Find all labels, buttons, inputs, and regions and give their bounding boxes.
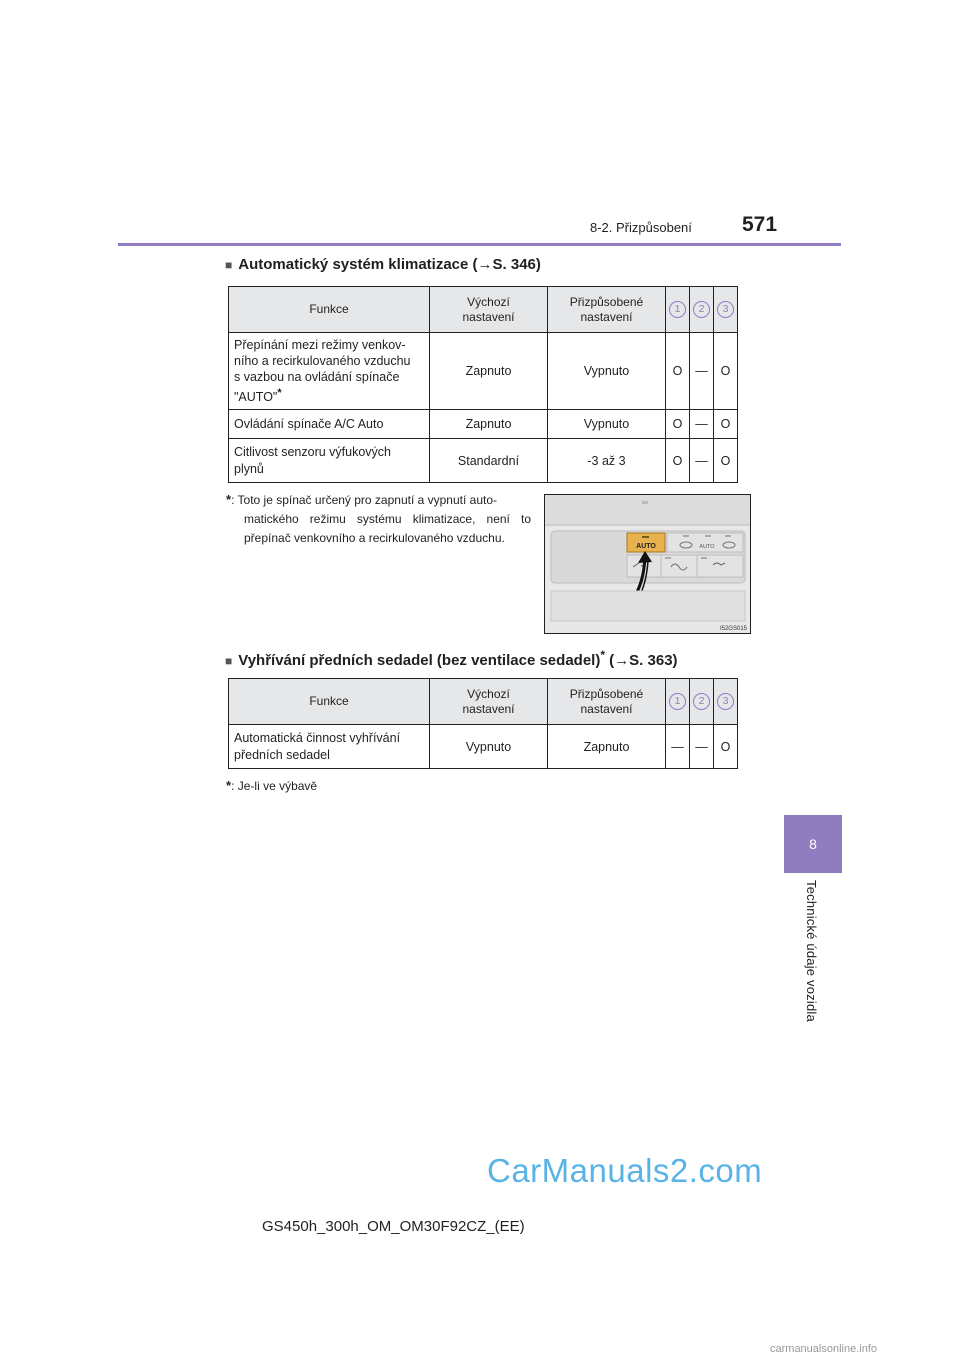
section2-asterisk: * (600, 648, 605, 662)
section1-page-ref[interactable]: S. 346) (492, 256, 541, 273)
col-method-1: 1 (666, 679, 690, 725)
col-method-1: 1 (666, 287, 690, 333)
footer-document-code: GS450h_300h_OM_OM30F92CZ_(EE) (262, 1218, 525, 1235)
col-custom: Přizpůsobené nastavení (548, 679, 666, 725)
section2-page-ref[interactable]: S. 363) (629, 652, 678, 669)
chapter-tab[interactable] (784, 815, 842, 873)
auto-button-label: AUTO (636, 543, 656, 550)
header-rule (118, 243, 841, 246)
row-method-1: O (666, 410, 690, 439)
section-header: 8-2. Přizpůsobení (590, 220, 692, 235)
arrow-icon: → (477, 256, 493, 273)
col-function: Funkce (229, 287, 430, 333)
row-method-2: — (690, 439, 714, 483)
row-method-3: O (714, 725, 738, 769)
section1-table (228, 286, 738, 483)
row-default: Standardní (430, 439, 548, 483)
row-custom: Zapnuto (548, 725, 666, 769)
row-method-2: — (690, 410, 714, 439)
row-custom: Vypnuto (548, 410, 666, 439)
table-row (229, 439, 738, 483)
col-method-2: 2 (690, 679, 714, 725)
section1-footnote: *: Toto je spínač určený pro zapnutí a vypnutí auto- matického režimu systému klimatizace, není to přepínač venkovního a recirkulovaného vzduchu. (226, 492, 531, 545)
col-function: Funkce (229, 679, 430, 725)
col-custom: Přizpůsobené nastavení (548, 287, 666, 333)
illustration-code: I52GS015 (719, 626, 747, 632)
row-method-1: O (666, 439, 690, 483)
table-row (229, 333, 738, 410)
bullet-square-icon: ■ (225, 258, 233, 272)
section1-title: Automatický systém klimatizace ( (238, 256, 478, 273)
climate-panel-illustration (544, 494, 751, 634)
section2-footnote: *: Je-li ve výbavě (226, 778, 318, 793)
row-default: Zapnuto (430, 410, 548, 439)
col-method-3: 3 (714, 287, 738, 333)
col-default: Výchozí nastavení (430, 287, 548, 333)
row-custom: Vypnuto (548, 333, 666, 410)
row-method-3: O (714, 410, 738, 439)
row-method-2: — (690, 333, 714, 410)
table-row (229, 410, 738, 439)
row-method-3: O (714, 439, 738, 483)
row-method-2: — (690, 725, 714, 769)
page-number: 571 (742, 213, 778, 236)
small-auto-label: AUTO (699, 544, 715, 550)
section1-heading (225, 256, 541, 273)
row-function: Ovládání spínače A/C Auto (229, 410, 430, 439)
section2-heading: ■ Vyhřívání předních sedadel (bez ventilace sedadel)* (→S. 363) (225, 648, 678, 669)
table-header-row (229, 287, 738, 333)
chapter-number: 8 (809, 836, 817, 852)
row-method-3: O (714, 333, 738, 410)
row-default: Vypnuto (430, 725, 548, 769)
climate-panel-drawing (545, 495, 750, 633)
table-row (229, 725, 738, 769)
col-default: Výchozí nastavení (430, 679, 548, 725)
row-function: Přepínání mezi režimy venkov- ního a recirkulovaného vzduchu s vazbou na ovládání spínače "AUTO"* (229, 333, 430, 410)
row-function: Citlivost senzoru výfukových plynů (229, 439, 430, 483)
table-header-row (229, 679, 738, 725)
section2-title: Vyhřívání předních sedadel (bez ventilace sedadel) (238, 652, 601, 669)
watermark-carmanualsonline[interactable]: carmanualsonline.info (770, 1343, 878, 1355)
row-function: Automatická činnost vyhřívání předních sedadel (229, 725, 430, 769)
row-default: Zapnuto (430, 333, 548, 410)
section2-table (228, 678, 738, 769)
row-method-1: — (666, 725, 690, 769)
chapter-label: Technické údaje vozidla (804, 880, 819, 1022)
row-method-1: O (666, 333, 690, 410)
watermark-carmanuals2[interactable]: CarManuals2.com (487, 1152, 763, 1189)
row-custom: -3 až 3 (548, 439, 666, 483)
col-method-2: 2 (690, 287, 714, 333)
arrow-icon: → (614, 652, 630, 669)
bullet-square-icon: ■ (225, 654, 233, 668)
col-method-3: 3 (714, 679, 738, 725)
